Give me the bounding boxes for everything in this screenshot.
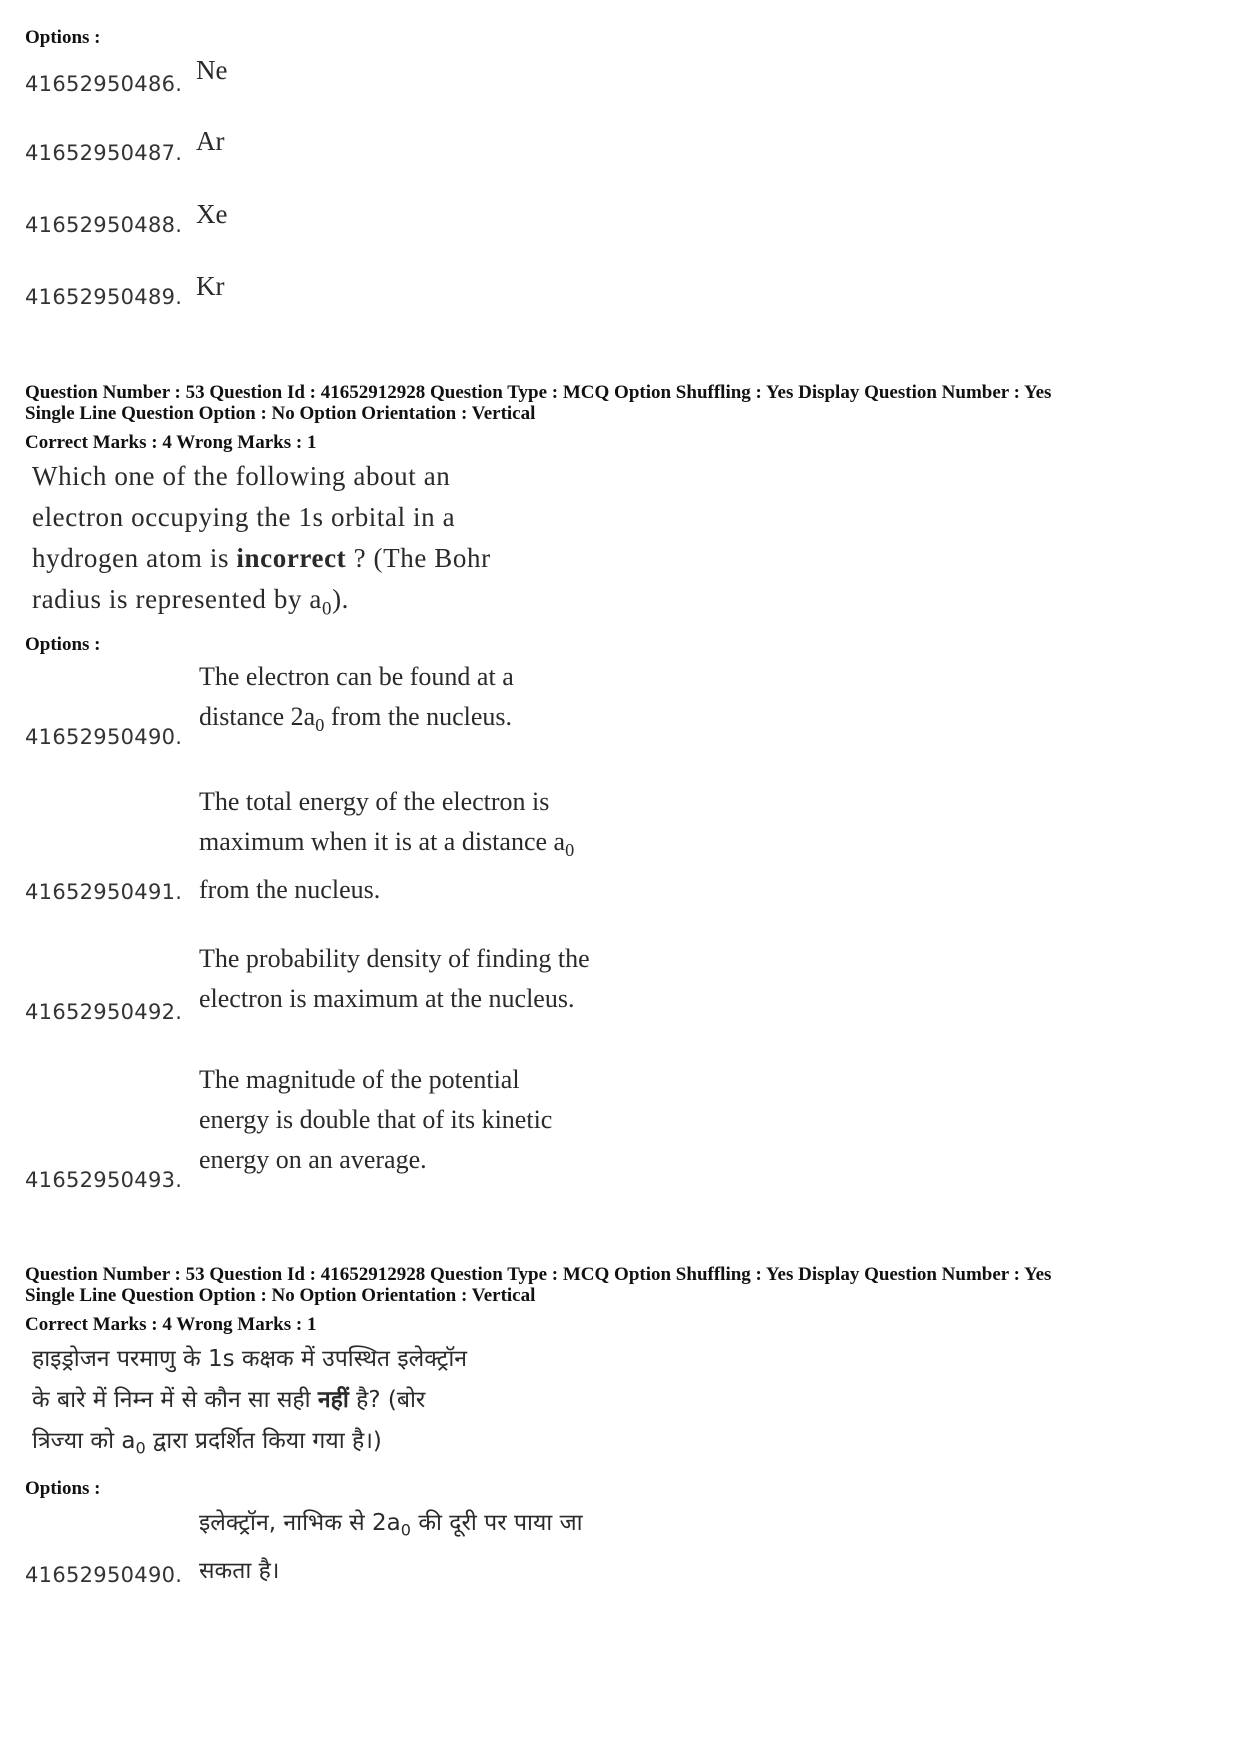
- question-line-1: Which one of the following about an: [32, 461, 451, 491]
- question-hi-line-1: हाइड्रोजन परमाणु के 1s कक्षक में उपस्थित इलेक्ट्रॉन: [32, 1346, 468, 1372]
- option-id-488: 41652950488.: [25, 213, 183, 237]
- question-hi-line-3: त्रिज्या को $a_0$ द्वारा प्रदर्शित किया गया है।): [32, 1428, 382, 1458]
- option-text-ar: Ar: [196, 126, 225, 156]
- question-text-en: [32, 456, 491, 629]
- options-label-hi: Options :: [25, 1478, 101, 1499]
- emphasis-nahin: नहीं: [317, 1387, 349, 1413]
- option-id-492: 41652950492.: [25, 1000, 183, 1024]
- option-id-491: 41652950491.: [25, 880, 183, 904]
- option-text-493: The magnitude of the potential energy is double that of its kinetic energy on an average.: [199, 1065, 553, 1174]
- option-text-492: The probability density of finding the electron is maximum at the nucleus.: [199, 944, 590, 1013]
- option-id-489: 41652950489.: [25, 285, 183, 309]
- options-label-top: Options :: [25, 27, 101, 48]
- question-meta-line2: Single Line Question Option : No Option Orientation : Vertical: [25, 403, 536, 424]
- question-meta-line1-hi: Question Number : 53 Question Id : 41652912928 Question Type : MCQ Option Shuffling : Yes Display Question Number : Yes: [25, 1264, 1052, 1285]
- option-text-hi-490: इलेक्ट्रॉन, नाभिक से $2a_0$ की दूरी पर पाया जा सकता है।: [199, 1510, 583, 1584]
- option-id-493: 41652950493.: [25, 1168, 183, 1192]
- question-line-3: hydrogen atom is incorrect ? (The Bohr: [32, 543, 491, 573]
- options-label-en: Options :: [25, 634, 101, 655]
- option-id-hi-490: 41652950490.: [25, 1563, 183, 1587]
- option-text-490: The electron can be found at a distance $2a_0$ from the nucleus.: [199, 662, 514, 736]
- question-meta-line2-hi: Single Line Question Option : No Option Orientation : Vertical: [25, 1285, 536, 1306]
- option-text-xe: Xe: [196, 199, 228, 229]
- question-line-2: electron occupying the 1s orbital in a: [32, 502, 456, 532]
- question-meta-hi: [25, 1264, 1225, 1306]
- option-id-487: 41652950487.: [25, 141, 183, 165]
- option-id-490: 41652950490.: [25, 725, 183, 749]
- question-hi-line-2: के बारे में निम्न में से कौन सा सही नहीं है? (बोर: [32, 1387, 426, 1413]
- emphasis-incorrect: incorrect: [236, 543, 347, 573]
- marks-en: Correct Marks : 4 Wrong Marks : 1: [25, 432, 317, 453]
- marks-hi: Correct Marks : 4 Wrong Marks : 1: [25, 1314, 317, 1335]
- question-meta-line1: Question Number : 53 Question Id : 41652912928 Question Type : MCQ Option Shuffling : Yes Display Question Number : Yes: [25, 382, 1052, 403]
- question-text-hi: [32, 1339, 467, 1469]
- question-line-4: radius is represented by $a_0$).: [32, 584, 350, 620]
- question-meta-en: [25, 382, 1225, 424]
- option-text-ne: Ne: [196, 55, 228, 85]
- option-id-486: 41652950486.: [25, 72, 183, 96]
- option-text-491: The total energy of the electron is maximum when it is at a distance $a_0$ from the nucleus.: [199, 787, 575, 905]
- option-text-kr: Kr: [196, 271, 225, 301]
